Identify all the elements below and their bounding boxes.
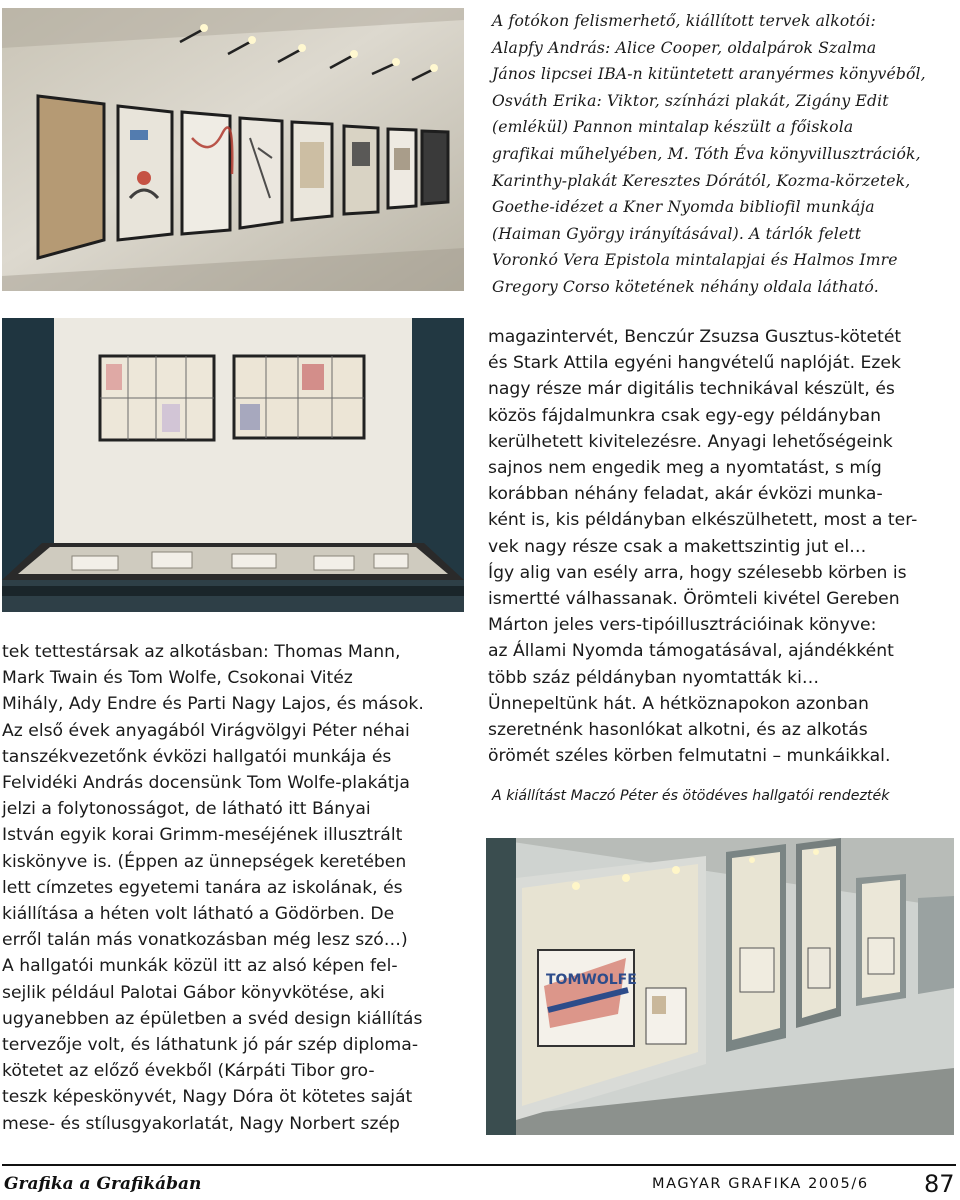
page-number: 87: [924, 1170, 955, 1198]
text-line: közös fájdalmunkra csak egy-egy példányban: [488, 405, 882, 426]
text-line: Felvidéki András docensünk Tom Wolfe-plakátja: [2, 773, 410, 794]
text-line: kötetet az előző évekből (Kárpáti Tibor gro-: [2, 1061, 375, 1082]
text-line: ismertté válhassanak. Örömteli kivétel Gereben: [488, 589, 900, 610]
text-line: vek nagy része csak a makettszintig jut el…: [488, 536, 867, 557]
footer-magazine-issue: MAGYAR GRAFIKA 2005/6: [652, 1176, 869, 1192]
caption-line: grafikai műhelyében, M. Tóth Éva könyvillusztrációk,: [492, 144, 921, 163]
caption-line: A fotókon felismerhető, kiállított tervek alkotói:: [492, 12, 876, 30]
text-line: teszk képeskönyvét, Nagy Dóra öt kötetes saját: [2, 1087, 413, 1108]
caption-line: Osváth Erika: Viktor, színházi plakát, Zigány Edit: [492, 91, 889, 110]
text-line: mese- és stílusgyakorlatát, Nagy Norbert szép: [2, 1113, 400, 1134]
gallery-wall-photo-image: [2, 8, 464, 291]
right-text-column: [488, 324, 917, 769]
text-line: tervezője volt, és láthatunk jó pár szép diploma-: [2, 1035, 419, 1056]
caption-line: Karinthy-plakát Keresztes Dórától, Kozma-körzetek,: [492, 171, 911, 190]
caption-line: Voronkó Vera Epistola mintalapjai és Halmos Imre: [492, 251, 898, 270]
text-line: ként is, kis példányban elkészülhetett, most a ter-: [488, 510, 918, 531]
text-line: ugyanebben az épületben a svéd design kiállítás: [2, 1008, 423, 1029]
text-line: lett címzetes egyetemi tanára az iskolának, és: [2, 877, 403, 898]
tomwolfe-poster-text: TOMWOLFE: [546, 972, 637, 988]
display-case-photo-image: [2, 318, 464, 612]
text-line: nagy része már digitális technikával készült, és: [488, 379, 895, 400]
text-line: kerülhetett kivitelezésre. Anyagi lehetőségeink: [488, 431, 893, 452]
text-line: tek tettestársak az alkotásban: Thomas Mann,: [2, 642, 401, 662]
text-line: és Stark Attila egyéni hangvételű naplóját. Ezek: [488, 353, 901, 374]
text-line: Az első évek anyagából Virágvölgyi Péter néhai: [2, 720, 410, 741]
text-line: kiskönyve is. (Éppen az ünnepségek keretében: [2, 851, 407, 872]
text-line: István egyik korai Grimm-meséjének illusztrált: [2, 825, 403, 846]
caption-line: (Haiman György irányításával). A tárlók felett: [492, 224, 862, 243]
text-line: sajnos nem engedik meg a nyomtatást, s míg: [488, 458, 882, 479]
text-line: A hallgatói munkák közül itt az alsó képen fel-: [2, 956, 398, 977]
exhibition-credit: A kiállítást Maczó Péter és ötödéves hallgatói rendezték: [492, 788, 890, 804]
text-line: kiállítása a héten volt látható a Gödörben. De: [2, 904, 395, 925]
text-line: erről talán más vonatkozásban még lesz szó…): [2, 930, 408, 951]
photo-caption: [492, 8, 932, 301]
corridor-exhibition-photo: [486, 838, 954, 1135]
caption-line: Goethe-idézet a Kner Nyomda bibliofil munkája: [492, 198, 875, 217]
text-line: az Állami Nyomda támogatásával, ajándékként: [488, 641, 894, 662]
caption-line: János lipcsei IBA-n kitüntetett aranyérmes könyvéből,: [492, 65, 926, 84]
text-line: magazintervét, Benczúr Zsuzsa Gusztus-kötetét: [488, 327, 902, 347]
gallery-wall-photo: [2, 8, 464, 291]
text-line: Így alig van esély arra, hogy szélesebb körben is: [488, 562, 907, 583]
text-line: Ünnepeltünk hát. A hétköznapokon azonban: [488, 693, 869, 714]
text-line: jelzi a folytonosságot, de látható itt Bányai: [2, 799, 371, 820]
footer-rule: [2, 1164, 956, 1166]
display-case-photo: [2, 318, 464, 612]
corridor-exhibition-photo-image: [486, 838, 954, 1135]
text-line: szeretnénk hasonlókat alkotni, és az alkotás: [488, 720, 868, 741]
text-line: több száz példányban nyomtatták ki…: [488, 667, 820, 688]
text-line: Mark Twain és Tom Wolfe, Csokonai Vitéz: [2, 668, 353, 689]
caption-line: (emlékül) Pannon mintalap készült a főiskola: [492, 118, 854, 137]
text-line: korábban néhány feladat, akár évközi munka-: [488, 484, 883, 505]
text-line: sejlik például Palotai Gábor könyvkötése, aki: [2, 982, 385, 1003]
caption-line: Gregory Corso kötetének néhány oldala látható.: [492, 277, 879, 296]
footer-section-title: Grafika a Grafikában: [4, 1174, 202, 1194]
caption-line: Alapfy András: Alice Cooper, oldalpárok Szalma: [492, 38, 877, 57]
text-line: örömét széles körben felmutatni – munkáikkal.: [488, 746, 891, 767]
left-text-column: [2, 639, 424, 1137]
text-line: tanszékvezetőnk évközi hallgatói munkája és: [2, 746, 392, 767]
text-line: Mihály, Ady Endre és Parti Nagy Lajos, és mások.: [2, 694, 424, 715]
text-line: Márton jeles vers-tipóillusztrációinak könyve:: [488, 615, 877, 636]
